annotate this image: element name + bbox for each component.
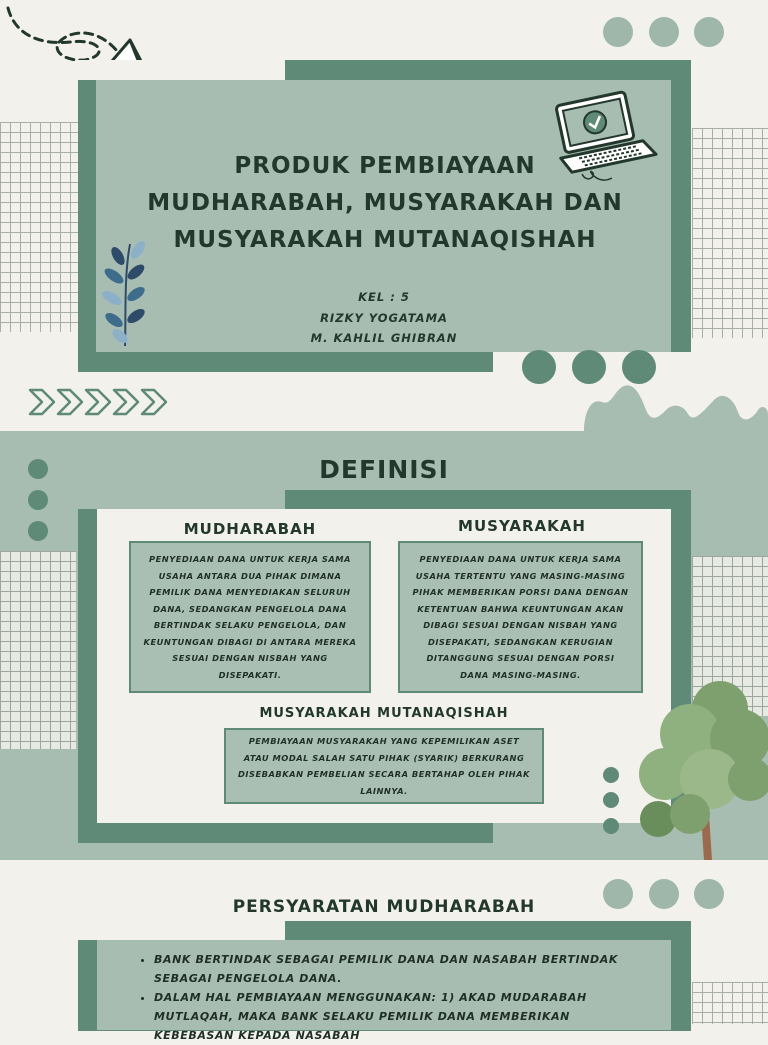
mutanaqishah-title: MUSYARAKAH MUTANAQISHAH	[259, 706, 509, 721]
section-heading: DEFINISI	[319, 455, 449, 484]
decor-dot	[28, 459, 48, 479]
chevrons-icon	[28, 386, 168, 418]
decor-dot	[603, 17, 633, 47]
decor-dot	[28, 490, 48, 510]
tree-icon	[630, 679, 768, 860]
decor-dot	[522, 350, 556, 384]
decor-dot	[572, 350, 606, 384]
musyarakah-title: MUSYARAKAH	[458, 517, 586, 535]
requirements-list	[140, 950, 640, 1045]
decor-dot	[603, 879, 633, 909]
decor-dot	[649, 879, 679, 909]
content-frame-notch	[78, 921, 285, 940]
group-label: KEL : 5	[358, 290, 410, 304]
decor-dot	[622, 350, 656, 384]
slide-3	[0, 862, 768, 1042]
grid-paper-right	[692, 128, 768, 338]
member-name: M. KAHLIL GHIBRAN	[310, 331, 458, 345]
decor-dot	[603, 767, 619, 783]
presentation-title	[130, 148, 640, 259]
mudharabah-definition	[129, 541, 371, 693]
title-line-2: MUDHARABAH, MUSYARAKAH DAN	[147, 190, 623, 216]
list-item: • DALAM HAL PEMBIAYAAN MENGGUNAKAN: 1) AKAD MUDARABAH MUTLAQAH, MAKA BANK SELAKU PEMILIK DANA MEMBERIKAN KEBEBASAN KEPADA NASABAH	[154, 988, 640, 1045]
mutanaqishah-definition	[224, 728, 544, 804]
title-card-notch	[78, 60, 285, 80]
content-frame-notch	[78, 490, 285, 509]
grid-paper-right	[692, 982, 768, 1024]
decor-dot	[694, 17, 724, 47]
hills-decoration	[584, 380, 768, 432]
decor-dot	[694, 879, 724, 909]
mudharabah-text: PENYEDIAAN DANA UNTUK KERJA SAMA USAHA ANTARA DUA PIHAK DIMANA PEMILIK DANA MENYEDIAKAN SELURUH DANA, SEDANGKAN PENGELOLA DANA BERTINDAK SELAKU PENGELOLA, DAN KEUNTUNGAN DIBAGI DI ANTARA MEREKA SESUAI DENGAN NISBAH YANG DISEPAKATI.	[143, 554, 357, 680]
mutanaqishah-text: PEMBIAYAAN MUSYARAKAH YANG KEPEMILIKAN ASET ATAU MODAL SALAH SATU PIHAK (SYARIK) BERKURANG DISEBABKAN PEMBELIAN SECARA BERTAHAP OLEH PIHAK LAINNYA.	[238, 736, 530, 796]
list-item: • BANK BERTINDAK SEBAGAI PEMILIK DANA DAN NASABAH BERTINDAK SEBAGAI PENGELOLA DANA.	[154, 950, 640, 988]
section-heading: PERSYARATAN MUDHARABAH	[232, 897, 536, 917]
decor-dot	[603, 792, 619, 808]
decor-dot	[649, 17, 679, 47]
slide-2	[0, 431, 768, 860]
decor-dot	[603, 818, 619, 834]
author-info	[250, 287, 518, 349]
title-line-1: PRODUK PEMBIAYAAN	[234, 153, 536, 179]
mudharabah-title: MUDHARABAH	[183, 520, 317, 538]
decor-dot	[28, 521, 48, 541]
musyarakah-text: PENYEDIAAN DANA UNTUK KERJA SAMA USAHA TERTENTU YANG MASING-MASING PIHAK MEMBERIKAN PORSI DANA DENGAN KETENTUAN BAHWA KEUNTUNGAN AKAN DIBAGI SESUAI DENGAN NISBAH YANG DISEPAKATI, SEDANGKAN KERUGIAN DITANGGUNG SESUAI DENGAN PORSI DANA MASING-MASING.	[412, 554, 629, 680]
grid-paper-left	[0, 551, 76, 749]
musyarakah-definition	[398, 541, 643, 693]
grid-paper-left	[0, 122, 80, 332]
title-line-3: MUSYARAKAH MUTANAQISHAH	[173, 227, 597, 253]
slide-1	[0, 0, 768, 430]
member-name: RIZKY YOGATAMA	[320, 310, 448, 325]
